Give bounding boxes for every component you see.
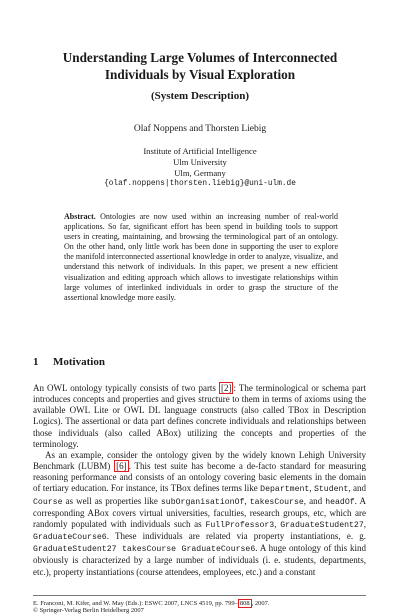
para2-text: , bbox=[309, 483, 314, 494]
para2-text: . A huge ontology of this kind obviously is characterized by a large number of individuals (i. e. students, departments, etc.), property instantiations (course attendees, employees, etc.) and a constant bbox=[33, 543, 366, 577]
para1-text-b: : The terminological or schema part introduces concepts and properties and gives structure to them in terms of axioms using the available OWL Lite or OWL DL language constructs (also called TBox in Description Logics). The assertional or data part defines concrete individuals and relationships between those individuals (also called ABox) utilizing the concepts and properties of the terminology. bbox=[33, 383, 366, 449]
paper-authors: Olaf Noppens and Thorsten Liebig bbox=[133, 124, 267, 134]
code-term: Course bbox=[33, 497, 63, 507]
para2-text: . A corresponding ABox covers virtual universities, faculties, research groups, etc, which are randomly populated with individuals such as bbox=[33, 495, 366, 529]
abstract-label: Abstract. bbox=[64, 212, 96, 221]
affiliation-location: Ulm, Germany bbox=[174, 168, 226, 178]
affiliation-university: Ulm University bbox=[173, 157, 227, 167]
para2-text: , bbox=[244, 495, 250, 506]
paper-subtitle: (System Description) bbox=[150, 90, 250, 102]
footer-text: E. Franconi, M. Kifer, and W. May (Eds.): ESWC 2007, LNCS 4519, pp. 799– bbox=[33, 600, 238, 607]
para2-text: , bbox=[363, 518, 367, 529]
citation-link[interactable]: [2] bbox=[220, 383, 232, 393]
section-number: 1 bbox=[33, 356, 39, 368]
para1-text-a: An OWL ontology typically consists of two parts bbox=[33, 383, 219, 393]
para2-text: . These individuals are related via property instantiations, e. g. bbox=[106, 531, 366, 542]
para2-text: , and bbox=[348, 483, 366, 494]
page-footer bbox=[33, 600, 373, 615]
para2-text: , bbox=[274, 518, 281, 529]
paper-title bbox=[20, 50, 380, 83]
citation-link[interactable]: [6] bbox=[116, 461, 127, 472]
affiliation-institute: Institute of Artificial Intelligence bbox=[143, 146, 257, 156]
para2-text: . This test suite has become a de-facto standard for measuring reasoning performance and consists of an ontology covering basic elements in the domain of tertiary education. For instance, its TBox defines terms like bbox=[33, 461, 367, 494]
code-term: GraduateCourse6 bbox=[33, 533, 107, 543]
code-term: Department bbox=[260, 485, 310, 495]
page-range-link[interactable]: 808 bbox=[239, 600, 250, 607]
section-heading bbox=[33, 356, 105, 368]
para2-text: as well as properties like bbox=[62, 495, 161, 506]
para2-text: As an example, consider the ontology given by the widely known Lehigh University Benchmark (LUBM) bbox=[33, 449, 366, 472]
code-term: subOrganisationOf bbox=[160, 497, 245, 507]
para2-text: , and bbox=[303, 495, 326, 506]
code-term: GraduateStudent27 takesCourse GraduateCourse6 bbox=[33, 545, 256, 555]
abstract-text: Ontologies are now used within an increasing number of real-world applications. So far, significant effort has been spend in building tools to support users in creating, maintaining, and browsing the terminological part of an ontology. On the other hand, only little work has been done in supporting the user to explore the manifold interconnected assertional knowledge in order to analyze, visualize, and understand this network of individuals. In this paper, we present a new efficient visualization and editing approach which allows to investigate relationships within large volumes of interlinked individuals in order to grasp the structure of the assertional knowledge more easily. bbox=[64, 212, 339, 302]
section-body bbox=[33, 383, 366, 578]
title-line-1: Understanding Large Volumes of Interconnected bbox=[62, 50, 338, 65]
footer-text: , 2007. bbox=[251, 600, 270, 607]
section-title: Motivation bbox=[53, 356, 105, 368]
code-term: takesCourse bbox=[249, 497, 304, 507]
paragraph-1 bbox=[33, 383, 366, 450]
code-term: GraduateStudent27 bbox=[280, 520, 364, 530]
footer-citation bbox=[33, 600, 373, 607]
code-term: headOf bbox=[325, 497, 355, 507]
code-term: Student bbox=[313, 485, 349, 495]
title-line-2: Individuals by Visual Exploration bbox=[104, 66, 296, 82]
code-term: FullProfessor3 bbox=[205, 520, 275, 530]
footer-divider bbox=[33, 595, 366, 596]
footer-copyright: © Springer-Verlag Berlin Heidelberg 2007 bbox=[33, 607, 144, 615]
author-affiliation bbox=[20, 146, 380, 190]
abstract bbox=[64, 212, 338, 303]
author-email[interactable]: {olaf.noppens|thorsten.liebig}@uni-ulm.de bbox=[104, 180, 296, 188]
paragraph-2 bbox=[33, 450, 366, 578]
